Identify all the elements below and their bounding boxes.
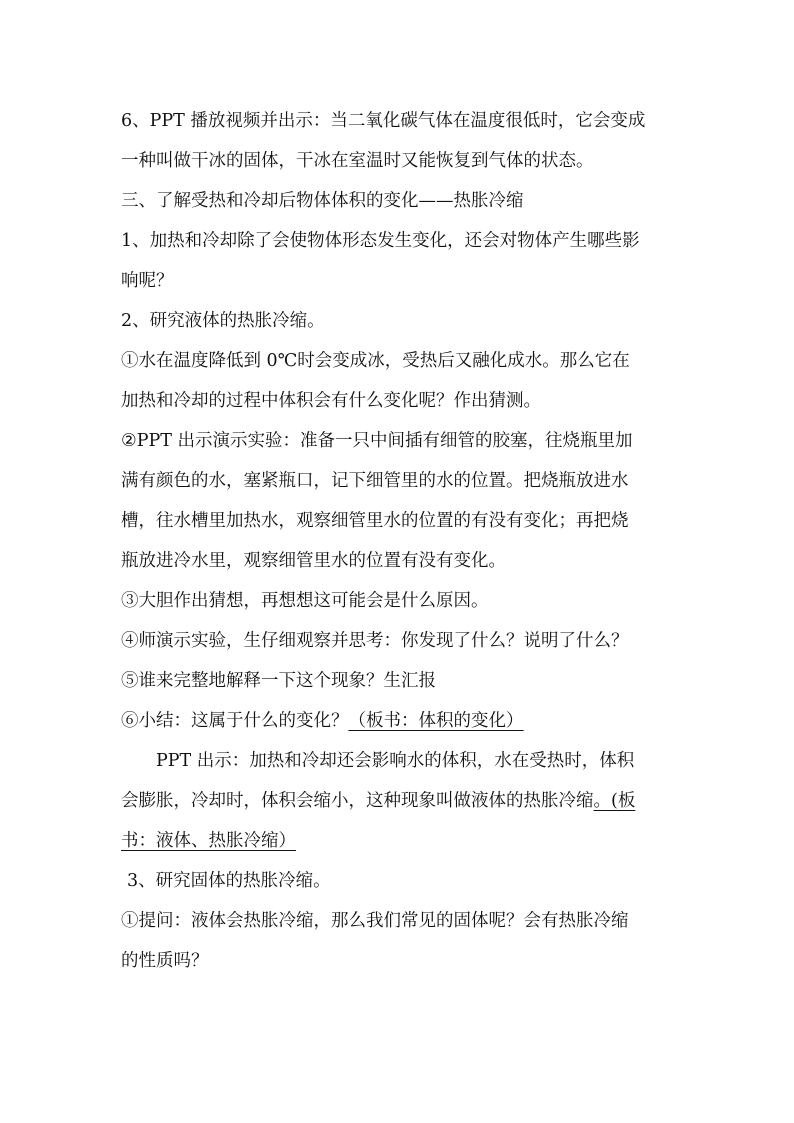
paragraph-line: 1、加热和冷却除了会使物体形态发生变化，还会对物体产生哪些影 [121, 231, 640, 251]
ppt-paragraph-line: PPT 出示：加热和冷却还会影响水的体积，水在受热时，体积 [156, 751, 635, 771]
paragraph-line: 一种叫做干冰的固体，干冰在室温时又能恢复到气体的状态。 [121, 151, 594, 171]
paragraph-line: 瓶放进冷水里，观察细管里水的位置有没有变化。 [121, 551, 506, 571]
paragraph-line: 满有颜色的水，塞紧瓶口，记下细管里的水的位置。把烧瓶放进水 [121, 471, 629, 491]
paragraph-line: 的性质吗？ [121, 951, 209, 971]
paragraph-line: ②PPT 出示演示实验：准备一只中间插有细管的胶塞，往烧瓶里加 [121, 431, 633, 451]
paragraph-line: 2、研究液体的热胀冷缩。 [121, 311, 325, 331]
paragraph-line: 槽，往水槽里加热水，观察细管里水的位置的有没有变化；再把烧 [121, 511, 629, 531]
paragraph-line: 加热和冷却的过程中体积会有什么变化呢？作出猜测。 [121, 391, 541, 411]
paragraph-line: 响呢？ [121, 271, 174, 291]
section-heading: 三、了解受热和冷却后物体体积的变化——热胀冷缩 [121, 191, 524, 211]
paragraph-line: 6、PPT 播放视频并出示：当二氧化碳气体在温度很低时，它会变成 [121, 111, 646, 131]
blackboard-note-end: 书：液体、热胀冷缩） [121, 831, 296, 851]
ppt-paragraph-line [121, 821, 681, 861]
paragraph-line: ③大胆作出猜想，再想想这可能会是什么原因。 [121, 591, 489, 611]
paragraph-line: ①提问：液体会热胀冷缩，那么我们常见的固体呢？会有热胀冷缩 [121, 911, 629, 931]
paragraph-line: ①水在温度降低到 0℃时会变成冰，受热后又融化成水。那么它在 [121, 351, 630, 371]
paragraph-line: ⑤谁来完整地解释一下这个现象？生汇报 [121, 671, 436, 691]
summary-text: ⑥小结：这属于什么的变化？ [121, 711, 349, 731]
ppt-paragraph-line [121, 781, 681, 821]
summary-line [121, 701, 681, 741]
blackboard-note-start: 。(板 [593, 791, 636, 811]
blackboard-note: （板书：体积的变化） [348, 711, 524, 731]
paragraph-line: ④师演示实验，生仔细观察并思考：你发现了什么？说明了什么？ [121, 631, 629, 651]
section-heading: 3、研究固体的热胀冷缩。 [127, 871, 331, 891]
ppt-text: 会膨胀，冷却时，体积会缩小，这种现象叫做液体的热胀冷缩 [121, 791, 594, 811]
document-body [121, 101, 681, 981]
